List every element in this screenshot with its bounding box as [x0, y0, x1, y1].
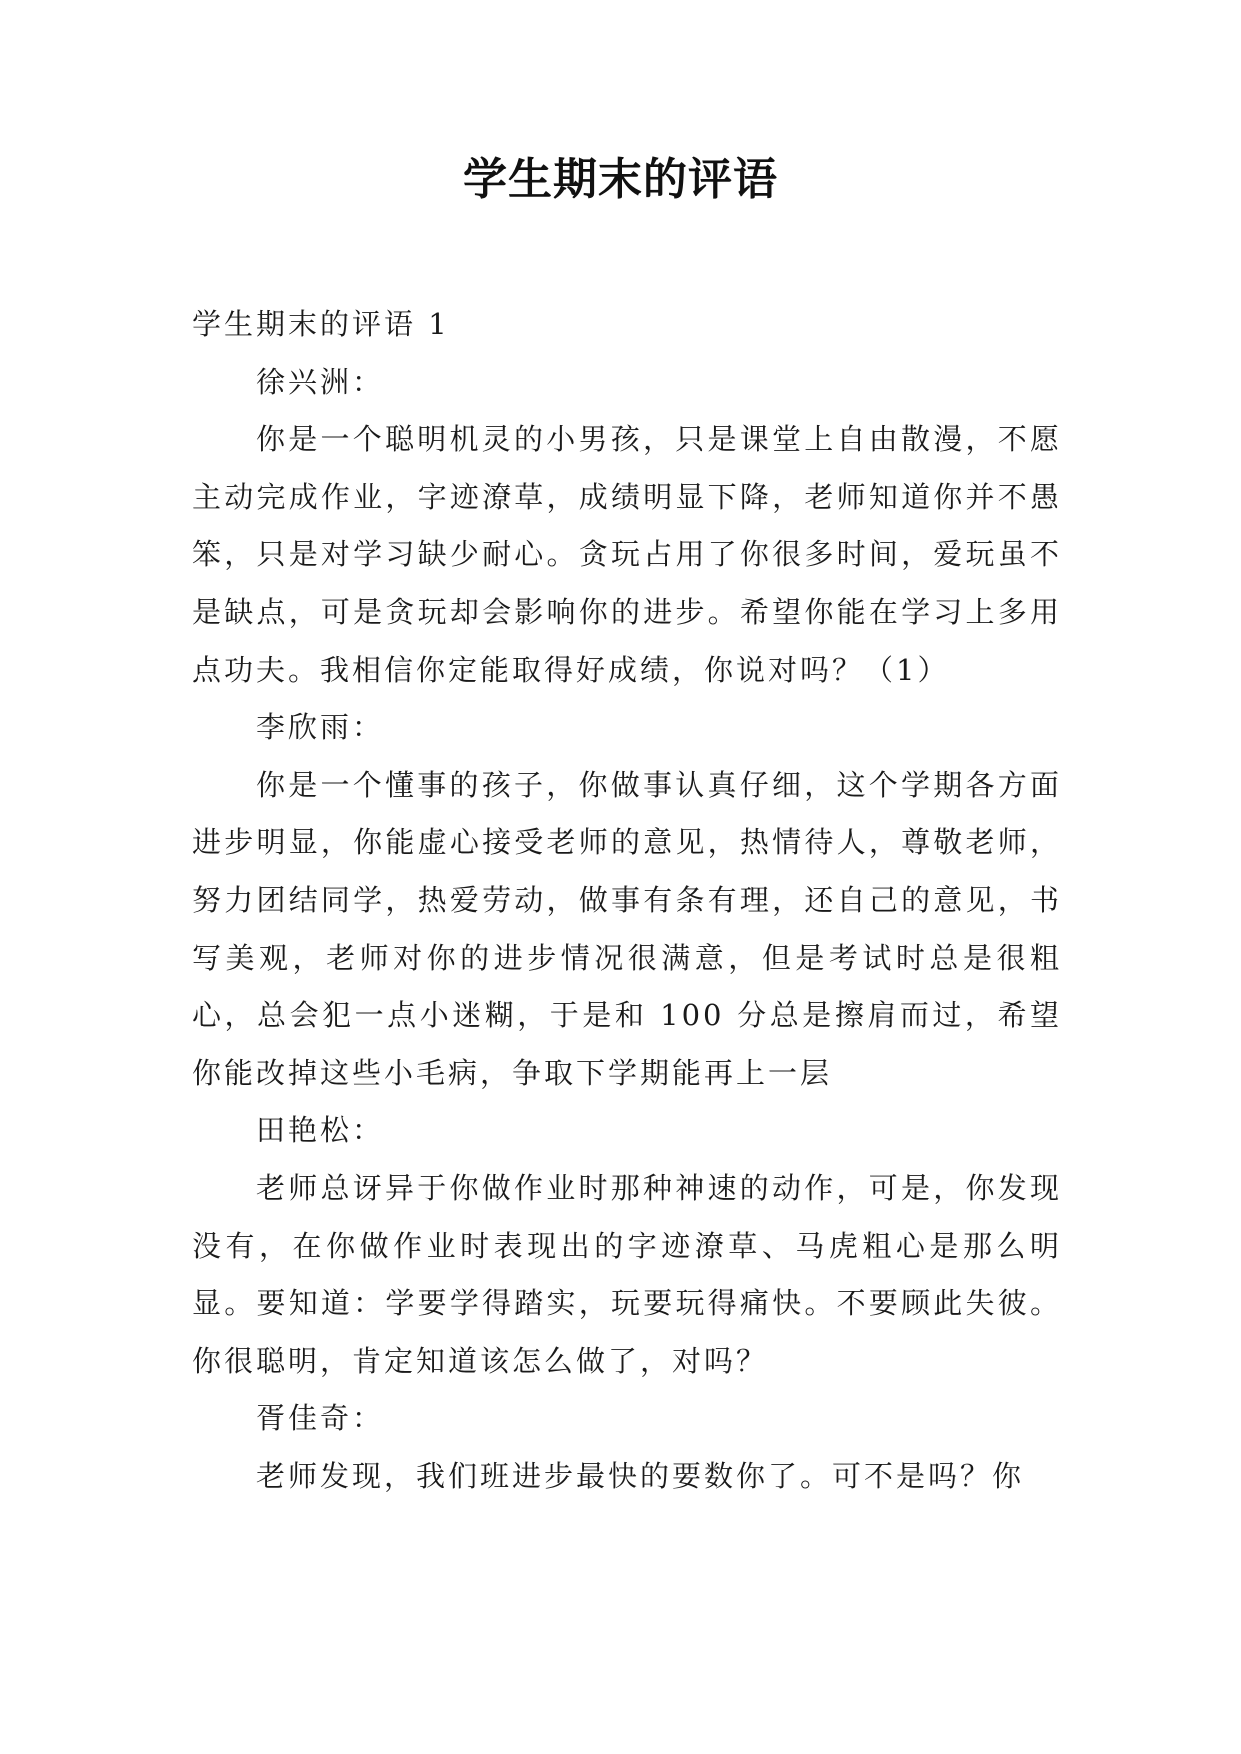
student-name: 徐兴洲： [256, 364, 385, 399]
document-body [192, 296, 1062, 1505]
student-comment: 老师发现，我们班进步最快的要数你了。可不是吗？你 [256, 1458, 1025, 1493]
document-title: 学生期末的评语 [463, 154, 778, 205]
student-comment: 你是一个懂事的孩子，你做事认真仔细，这个学期各方面进步明显，你能虚心接受老师的意见，热情待人，尊敬老师，努力团结同学，热爱劳动，做事有条有理，还自己的意见，书写美观，老师对你的进步情况很满意，但是考试时总是很粗心，总会犯一点小迷糊，于是和 100 分总是擦肩而过，希望你能改掉这些小毛病，争取下学期能再上一层 [192, 767, 1062, 1090]
student-name: 胥佳奇： [256, 1401, 385, 1436]
student-comment: 你是一个聪明机灵的小男孩，只是课堂上自由散漫，不愿主动完成作业，字迹潦草，成绩明显下降，老师知道你并不愚笨，只是对学习缺少耐心。贪玩占用了你很多时间，爱玩虽不是缺点，可是贪玩却会影响你的进步。希望你能在学习上多用点功夫。我相信你定能取得好成绩，你说对吗？（1） [192, 422, 1062, 687]
student-comment: 老师总讶异于你做作业时那种神速的动作，可是，你发现没有，在你做作业时表现出的字迹潦草、马虎粗心是那么明显。要知道：学要学得踏实，玩要玩得痛快。不要顾此失彼。你很聪明，肯定知道该怎么做了，对吗？ [192, 1170, 1062, 1378]
student-name: 田艳松： [256, 1113, 385, 1148]
section-heading: 学生期末的评语 1 [192, 307, 450, 341]
student-name: 李欣雨： [256, 710, 385, 745]
